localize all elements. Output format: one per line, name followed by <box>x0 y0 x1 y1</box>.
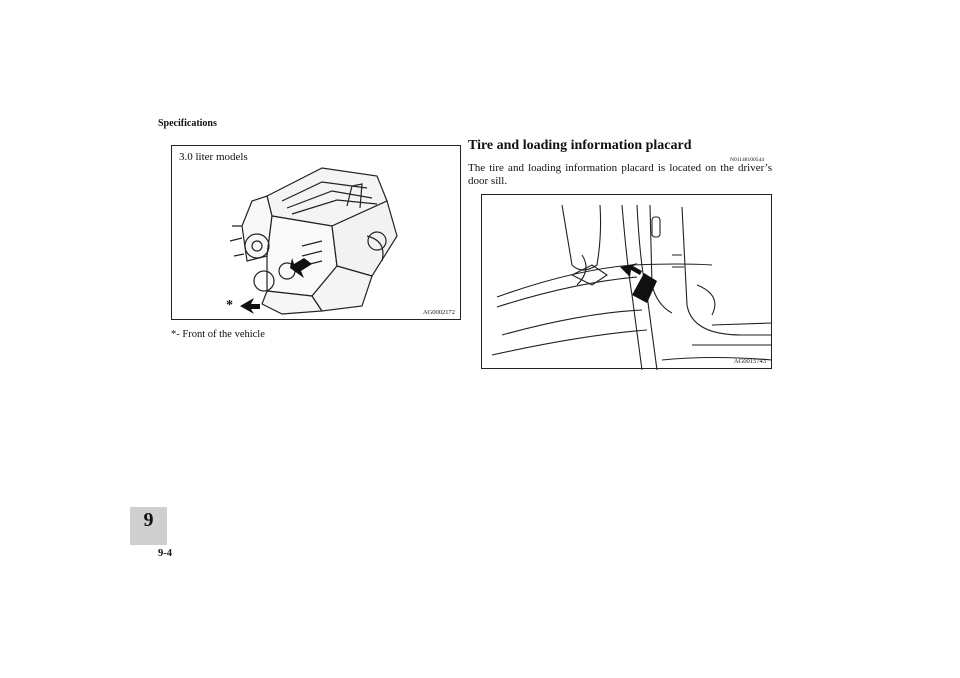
figure-id: AG0002172 <box>422 309 455 316</box>
figure-id: AG0015743 <box>733 358 766 365</box>
door-sill-illustration <box>482 195 773 370</box>
door-sill-figure <box>481 194 772 369</box>
section-body: The tire and loading information placard is located on the driver’s door sill. <box>468 162 772 187</box>
chapter-number: 9 <box>143 509 154 531</box>
arrow-icon <box>240 298 260 314</box>
engine-figure <box>171 145 461 320</box>
section-title: Tire and loading information placard <box>468 138 692 153</box>
header-title: Specifications <box>158 118 217 129</box>
engine-illustration <box>172 146 462 321</box>
figure-caption: 3.0 liter models <box>179 151 248 163</box>
page-number: 9-4 <box>158 548 172 559</box>
front-marker: * <box>226 298 233 313</box>
section-code: N01148100544 <box>730 157 765 163</box>
footnote: *- Front of the vehicle <box>171 329 265 340</box>
